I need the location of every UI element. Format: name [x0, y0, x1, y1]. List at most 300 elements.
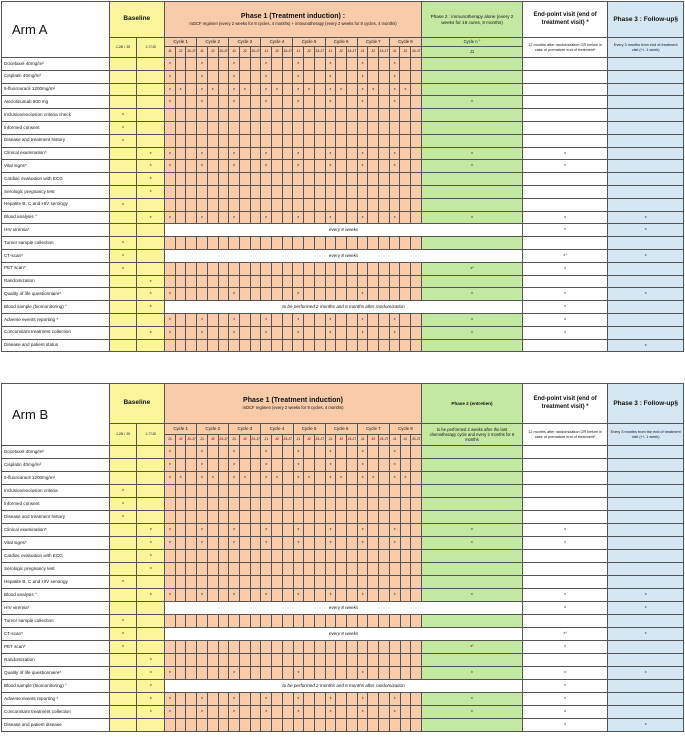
- visit-mark: x: [325, 160, 336, 173]
- visit-cell: [218, 326, 229, 339]
- phase3-cell: x: [608, 667, 684, 680]
- visit-cell: [282, 147, 293, 160]
- baseline-cell: [109, 83, 137, 96]
- visit-cell: [186, 313, 197, 326]
- baseline-cell: [109, 719, 137, 732]
- visit-cell: [293, 109, 304, 122]
- visit-mark: x: [368, 83, 379, 96]
- visit-mark: x: [197, 326, 208, 339]
- visit-cell: [325, 563, 336, 576]
- baseline-cell: [137, 459, 165, 472]
- visit-cell: [411, 96, 422, 109]
- visit-cell: [411, 485, 422, 498]
- phase3-cell: [608, 459, 684, 472]
- visit-cell: [336, 288, 347, 301]
- visit-cell: [347, 706, 358, 719]
- visit-cell: [218, 537, 229, 550]
- visit-cell: [304, 511, 315, 524]
- row-label: Informed consent: [2, 121, 110, 134]
- phase3-cell: [608, 615, 684, 628]
- row-label: Docetaxel 40mg/m²: [2, 446, 110, 459]
- visit-mark: x: [197, 211, 208, 224]
- table-row: [2, 224, 684, 237]
- visit-cell: [207, 237, 218, 250]
- visit-mark: x: [229, 667, 240, 680]
- visit-cell: [304, 537, 315, 550]
- phase2-cell: [422, 198, 523, 211]
- visit-cell: [389, 275, 400, 288]
- visit-mark: x: [261, 472, 272, 485]
- visit-cell: [218, 472, 229, 485]
- visit-cell: [175, 96, 186, 109]
- baseline-cell: x: [109, 262, 137, 275]
- visit-mark: x: [197, 537, 208, 550]
- endpoint-cell: [522, 472, 607, 485]
- visit-cell: [282, 706, 293, 719]
- visit-cell: [304, 96, 315, 109]
- day-label: J2: [175, 47, 186, 58]
- visit-cell: [239, 288, 250, 301]
- visit-mark: x: [357, 472, 368, 485]
- visit-cell: [314, 262, 325, 275]
- visit-cell: [357, 641, 368, 654]
- visit-cell: [347, 498, 358, 511]
- visit-cell: [218, 185, 229, 198]
- visit-mark: x: [272, 472, 283, 485]
- visit-mark: x: [165, 693, 176, 706]
- baseline-cell: [109, 654, 137, 667]
- visit-mark: x: [197, 524, 208, 537]
- visit-cell: [400, 198, 411, 211]
- visit-cell: [400, 719, 411, 732]
- visit-cell: [293, 498, 304, 511]
- visit-cell: [411, 147, 422, 160]
- visit-cell: [175, 147, 186, 160]
- visit-mark: x: [197, 147, 208, 160]
- visit-cell: [314, 313, 325, 326]
- visit-cell: [357, 134, 368, 147]
- visit-cell: [293, 185, 304, 198]
- row-label: Disease and patient status: [2, 339, 110, 352]
- day-label: J1: [357, 47, 368, 58]
- phase2-cell: [421, 576, 522, 589]
- phase3-cell: x: [608, 602, 684, 615]
- visit-cell: [186, 524, 197, 537]
- visit-cell: [411, 58, 422, 71]
- phase3-cell: [608, 275, 684, 288]
- endpoint-cell: x: [522, 719, 607, 732]
- day-label: J1: [357, 435, 368, 446]
- row-label: Docetaxel 40mg/m²: [2, 58, 110, 71]
- visit-cell: [240, 485, 251, 498]
- visit-mark: x: [165, 147, 176, 160]
- visit-cell: [282, 563, 293, 576]
- visit-cell: [282, 96, 293, 109]
- visit-cell: [379, 446, 390, 459]
- visit-cell: [304, 550, 315, 563]
- visit-cell: [379, 719, 390, 732]
- baseline-cell: x: [137, 288, 165, 301]
- visit-cell: [336, 550, 347, 563]
- visit-cell: [218, 198, 229, 211]
- phase2-cell: [421, 550, 522, 563]
- day-label: J2: [175, 435, 186, 446]
- baseline-visit: J-28 / J0: [109, 424, 137, 446]
- visit-mark: x: [293, 459, 304, 472]
- phase3-cell: [608, 326, 684, 339]
- visit-cell: [314, 485, 325, 498]
- phase3-cell: x: [608, 589, 684, 602]
- visit-cell: [186, 58, 197, 71]
- visit-cell: [314, 185, 325, 198]
- baseline-cell: [109, 173, 137, 186]
- visit-cell: [389, 121, 400, 134]
- visit-mark: x: [389, 70, 400, 83]
- visit-cell: [272, 109, 283, 122]
- visit-cell: [314, 96, 325, 109]
- visit-mark: x: [357, 147, 368, 160]
- visit-cell: [293, 511, 304, 524]
- visit-cell: [336, 706, 347, 719]
- table-row: [2, 173, 684, 186]
- visit-mark: x: [325, 524, 336, 537]
- visit-cell: [165, 262, 176, 275]
- visit-cell: [304, 719, 315, 732]
- spanning-note: every 8 weeks: [165, 602, 523, 615]
- table-row: [2, 96, 684, 109]
- visit-cell: [347, 654, 358, 667]
- visit-cell: [272, 134, 283, 147]
- visit-cell: [325, 134, 336, 147]
- visit-cell: [250, 237, 261, 250]
- visit-cell: [304, 173, 315, 186]
- visit-cell: [389, 262, 400, 275]
- baseline-cell: [109, 339, 137, 352]
- visit-cell: [346, 134, 357, 147]
- visit-cell: [293, 339, 304, 352]
- visit-mark: x: [165, 288, 176, 301]
- visit-cell: [186, 173, 197, 186]
- visit-cell: [368, 339, 379, 352]
- visit-cell: [250, 198, 261, 211]
- visit-cell: [411, 288, 422, 301]
- visit-cell: [336, 667, 347, 680]
- visit-mark: x: [389, 326, 400, 339]
- visit-cell: [197, 121, 208, 134]
- visit-cell: [347, 615, 358, 628]
- visit-cell: [346, 211, 357, 224]
- visit-cell: [282, 719, 293, 732]
- visit-cell: [272, 693, 283, 706]
- cycle-header: Cycle 6: [325, 38, 357, 47]
- visit-mark: x: [293, 446, 304, 459]
- visit-cell: [197, 719, 208, 732]
- baseline-cell: [109, 589, 137, 602]
- visit-cell: [379, 121, 390, 134]
- visit-mark: x: [229, 58, 240, 71]
- visit-cell: [239, 198, 250, 211]
- day-label: J1: [229, 435, 240, 446]
- visit-cell: [282, 667, 293, 680]
- visit-cell: [325, 109, 336, 122]
- visit-cell: [325, 288, 336, 301]
- day-label: J3-J7: [218, 435, 229, 446]
- visit-mark: x: [400, 83, 411, 96]
- visit-cell: [186, 275, 197, 288]
- visit-cell: [207, 198, 218, 211]
- visit-cell: [304, 706, 315, 719]
- day-label: J3-J7: [379, 47, 390, 58]
- baseline-cell: x: [109, 237, 137, 250]
- visit-cell: [229, 109, 240, 122]
- phase3-cell: [608, 537, 684, 550]
- visit-cell: [347, 537, 358, 550]
- visit-cell: [229, 485, 240, 498]
- visit-cell: [400, 173, 411, 186]
- visit-cell: [400, 654, 411, 667]
- visit-cell: [229, 339, 240, 352]
- visit-cell: [304, 147, 315, 160]
- visit-mark: x: [197, 160, 208, 173]
- visit-cell: [239, 262, 250, 275]
- visit-mark: x: [165, 58, 176, 71]
- visit-cell: [218, 160, 229, 173]
- visit-cell: [207, 615, 218, 628]
- visit-cell: [218, 446, 229, 459]
- baseline-cell: [137, 498, 165, 511]
- visit-cell: [282, 70, 293, 83]
- visit-cell: [165, 121, 176, 134]
- baseline-cell: [137, 58, 165, 71]
- visit-cell: [250, 160, 261, 173]
- row-label: Vital signs*: [2, 537, 110, 550]
- visit-cell: [175, 511, 186, 524]
- table-row: [2, 680, 684, 693]
- visit-cell: [368, 198, 379, 211]
- visit-cell: [368, 70, 379, 83]
- visit-mark: x: [304, 472, 315, 485]
- visit-mark: x: [357, 288, 368, 301]
- visit-cell: [175, 667, 186, 680]
- visit-cell: [314, 147, 325, 160]
- visit-cell: [411, 576, 422, 589]
- visit-cell: [368, 185, 379, 198]
- visit-cell: [218, 288, 229, 301]
- visit-cell: [186, 109, 197, 122]
- visit-mark: x: [165, 459, 176, 472]
- cycle-header: Cycle 5: [293, 424, 325, 435]
- visit-cell: [411, 550, 422, 563]
- visit-cell: [272, 537, 283, 550]
- visit-cell: [379, 70, 390, 83]
- visit-cell: [207, 446, 218, 459]
- visit-cell: [400, 96, 411, 109]
- visit-cell: [325, 339, 336, 352]
- row-label: Cardiac evaluation with ECG: [2, 550, 110, 563]
- table-row: [2, 134, 684, 147]
- phase2-cell: [422, 134, 523, 147]
- visit-cell: [175, 537, 186, 550]
- visit-cell: [400, 109, 411, 122]
- visit-cell: [346, 185, 357, 198]
- visit-cell: [293, 275, 304, 288]
- visit-mark: x: [239, 83, 250, 96]
- visit-mark: x: [293, 147, 304, 160]
- row-label: Serologic pregnancy test: [2, 563, 110, 576]
- visit-cell: [346, 313, 357, 326]
- visit-mark: x: [389, 693, 400, 706]
- visit-cell: [368, 589, 379, 602]
- cycle-header: Cycle 8: [389, 424, 421, 435]
- visit-cell: [186, 563, 197, 576]
- visit-cell: [175, 641, 186, 654]
- visit-cell: [282, 275, 293, 288]
- visit-mark: x: [165, 524, 176, 537]
- phase3-cell: x: [608, 339, 684, 352]
- visit-cell: [411, 160, 422, 173]
- visit-cell: [368, 121, 379, 134]
- visit-cell: [336, 313, 347, 326]
- visit-cell: [207, 109, 218, 122]
- visit-mark: x: [325, 446, 336, 459]
- baseline-cell: [137, 198, 165, 211]
- visit-cell: [314, 109, 325, 122]
- phase3-cell: [608, 147, 684, 160]
- visit-cell: [229, 719, 240, 732]
- visit-cell: [207, 96, 218, 109]
- visit-cell: [272, 58, 283, 71]
- visit-mark: x: [357, 96, 368, 109]
- visit-cell: [304, 160, 315, 173]
- visit-cell: [400, 237, 411, 250]
- visit-cell: [293, 563, 304, 576]
- visit-cell: [272, 326, 283, 339]
- visit-cell: [229, 654, 240, 667]
- visit-cell: [272, 511, 283, 524]
- visit-mark: x: [325, 537, 336, 550]
- visit-cell: [368, 667, 379, 680]
- visit-mark: x: [261, 70, 272, 83]
- visit-cell: [261, 563, 272, 576]
- table-row: [2, 446, 684, 459]
- visit-cell: [250, 641, 261, 654]
- table-row: [2, 160, 684, 173]
- visit-mark: x: [293, 667, 304, 680]
- baseline-cell: [137, 313, 165, 326]
- visit-cell: [304, 589, 315, 602]
- phase2-cell: [422, 275, 523, 288]
- visit-cell: [379, 537, 390, 550]
- visit-mark: x: [197, 96, 208, 109]
- visit-cell: [240, 550, 251, 563]
- visit-cell: [175, 589, 186, 602]
- phase3-cell: [608, 301, 684, 314]
- visit-cell: [346, 262, 357, 275]
- day-label: J1: [325, 47, 336, 58]
- visit-cell: [347, 472, 358, 485]
- visit-cell: [207, 524, 218, 537]
- visit-cell: [272, 615, 283, 628]
- visit-cell: [272, 654, 283, 667]
- visit-cell: [304, 262, 315, 275]
- visit-cell: [175, 288, 186, 301]
- visit-cell: [400, 147, 411, 160]
- phase3-header: Phase 3 : Follow-up§: [608, 384, 684, 424]
- table-row: [2, 339, 684, 352]
- visit-cell: [336, 576, 347, 589]
- visit-mark: x: [389, 160, 400, 173]
- visit-cell: [368, 173, 379, 186]
- endpoint-cell: [522, 96, 607, 109]
- visit-cell: [389, 288, 400, 301]
- baseline-cell: x: [109, 485, 137, 498]
- endpoint-cell: [522, 198, 607, 211]
- visit-cell: [282, 185, 293, 198]
- table-row: [2, 602, 684, 615]
- baseline-cell: x: [109, 576, 137, 589]
- visit-cell: [165, 563, 176, 576]
- visit-cell: [357, 262, 368, 275]
- visit-cell: [282, 262, 293, 275]
- visit-mark: x: [261, 459, 272, 472]
- row-label: Clinical examination*: [2, 147, 110, 160]
- visit-cell: [325, 719, 336, 732]
- visit-cell: [325, 576, 336, 589]
- visit-cell: [314, 121, 325, 134]
- baseline-cell: x: [137, 185, 165, 198]
- visit-cell: [197, 339, 208, 352]
- phase3-cell: [608, 550, 684, 563]
- visit-cell: [272, 719, 283, 732]
- visit-cell: [389, 563, 400, 576]
- visit-cell: [368, 459, 379, 472]
- visit-cell: [336, 70, 347, 83]
- visit-mark: x: [165, 70, 176, 83]
- visit-cell: [346, 96, 357, 109]
- visit-cell: [165, 654, 176, 667]
- day-label: J3-J7: [347, 435, 358, 446]
- visit-cell: [229, 563, 240, 576]
- visit-cell: [250, 109, 261, 122]
- visit-cell: [229, 275, 240, 288]
- phase2-day-label: J1: [422, 47, 523, 58]
- visit-cell: [282, 459, 293, 472]
- visit-cell: [411, 339, 422, 352]
- visit-cell: [411, 326, 422, 339]
- table-row: [2, 288, 684, 301]
- phase3-cell: [608, 121, 684, 134]
- cycle-header: Cycle 3: [229, 424, 261, 435]
- visit-cell: [314, 667, 325, 680]
- visit-cell: [379, 83, 390, 96]
- visit-mark: x: [325, 693, 336, 706]
- visit-cell: [368, 96, 379, 109]
- visit-cell: [261, 615, 272, 628]
- phase2-cell: [421, 563, 522, 576]
- phase3-cell: x: [608, 249, 684, 262]
- visit-cell: [400, 70, 411, 83]
- visit-cell: [239, 313, 250, 326]
- baseline-cell: [137, 446, 165, 459]
- visit-cell: [229, 641, 240, 654]
- visit-cell: [239, 211, 250, 224]
- visit-cell: [357, 121, 368, 134]
- endpoint-cell: x: [522, 147, 607, 160]
- visit-mark: x: [229, 313, 240, 326]
- visit-cell: [175, 485, 186, 498]
- phase3-cell: [608, 576, 684, 589]
- visit-cell: [197, 667, 208, 680]
